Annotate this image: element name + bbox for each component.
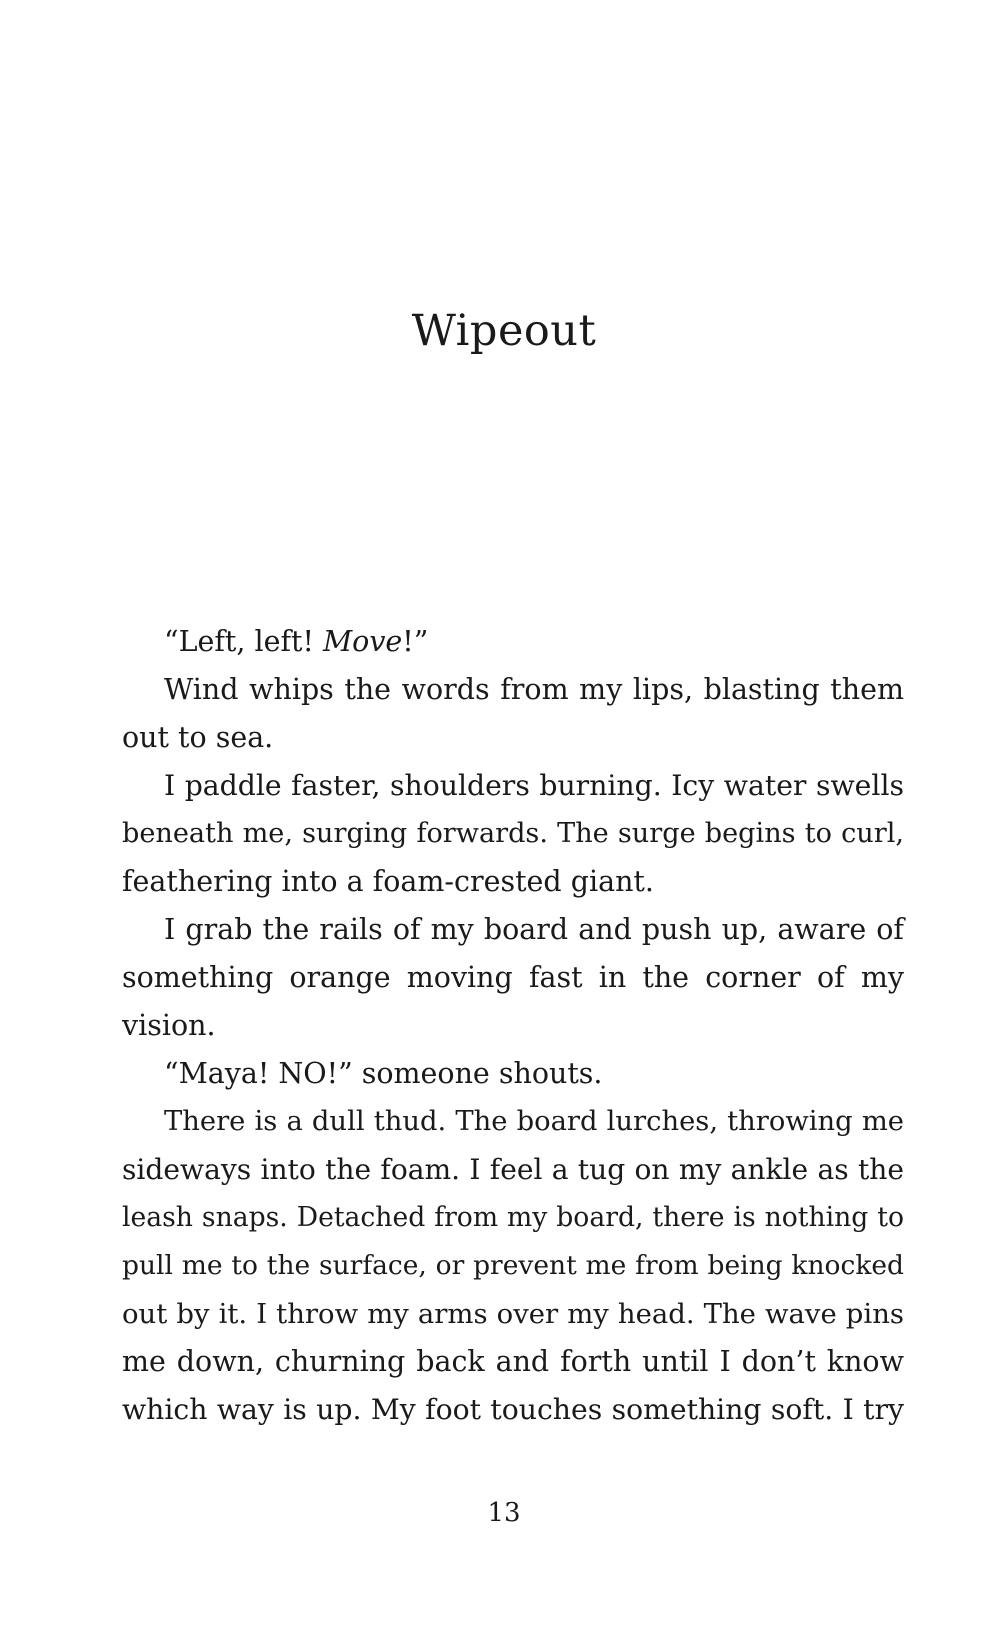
text-line: me down, churning back and forth until I don’t know bbox=[122, 1345, 904, 1378]
text-line: vision. bbox=[122, 1009, 216, 1042]
text-line: There is a dull thud. The board lurches, throwing me bbox=[164, 1106, 904, 1137]
text-line: which way is up. My foot touches something soft. I try bbox=[122, 1393, 904, 1426]
text-line: I grab the rails of my board and push up, aware of bbox=[164, 913, 904, 946]
text-line: I paddle faster, shoulders burning. Icy water swells bbox=[164, 769, 904, 802]
text-line: sideways into the foam. I feel a tug on my ankle as the bbox=[122, 1153, 904, 1186]
text-line: beneath me, surging forwards. The surge begins to curl, bbox=[122, 818, 904, 849]
emphasis: Move bbox=[322, 625, 403, 658]
text-line: pull me to the surface, or prevent me from being knocked bbox=[122, 1250, 904, 1281]
text-line: out by it. I throw my arms over my head. The wave pins bbox=[122, 1298, 904, 1330]
body-text bbox=[122, 618, 904, 1434]
text-line: Wind whips the words from my lips, blasting them bbox=[164, 673, 904, 706]
text-line: “Left, left! Move!” bbox=[164, 625, 429, 658]
page-number: 13 bbox=[487, 1498, 521, 1528]
text-line: “Maya! NO!” someone shouts. bbox=[164, 1057, 603, 1090]
text-line: leash snaps. Detached from my board, there is nothing to bbox=[122, 1202, 904, 1233]
text-line: out to sea. bbox=[122, 721, 274, 754]
chapter-title: Wipeout bbox=[411, 306, 597, 356]
text-line: something orange moving fast in the corner of my bbox=[122, 961, 904, 994]
text-line: feathering into a foam-crested giant. bbox=[122, 865, 654, 898]
